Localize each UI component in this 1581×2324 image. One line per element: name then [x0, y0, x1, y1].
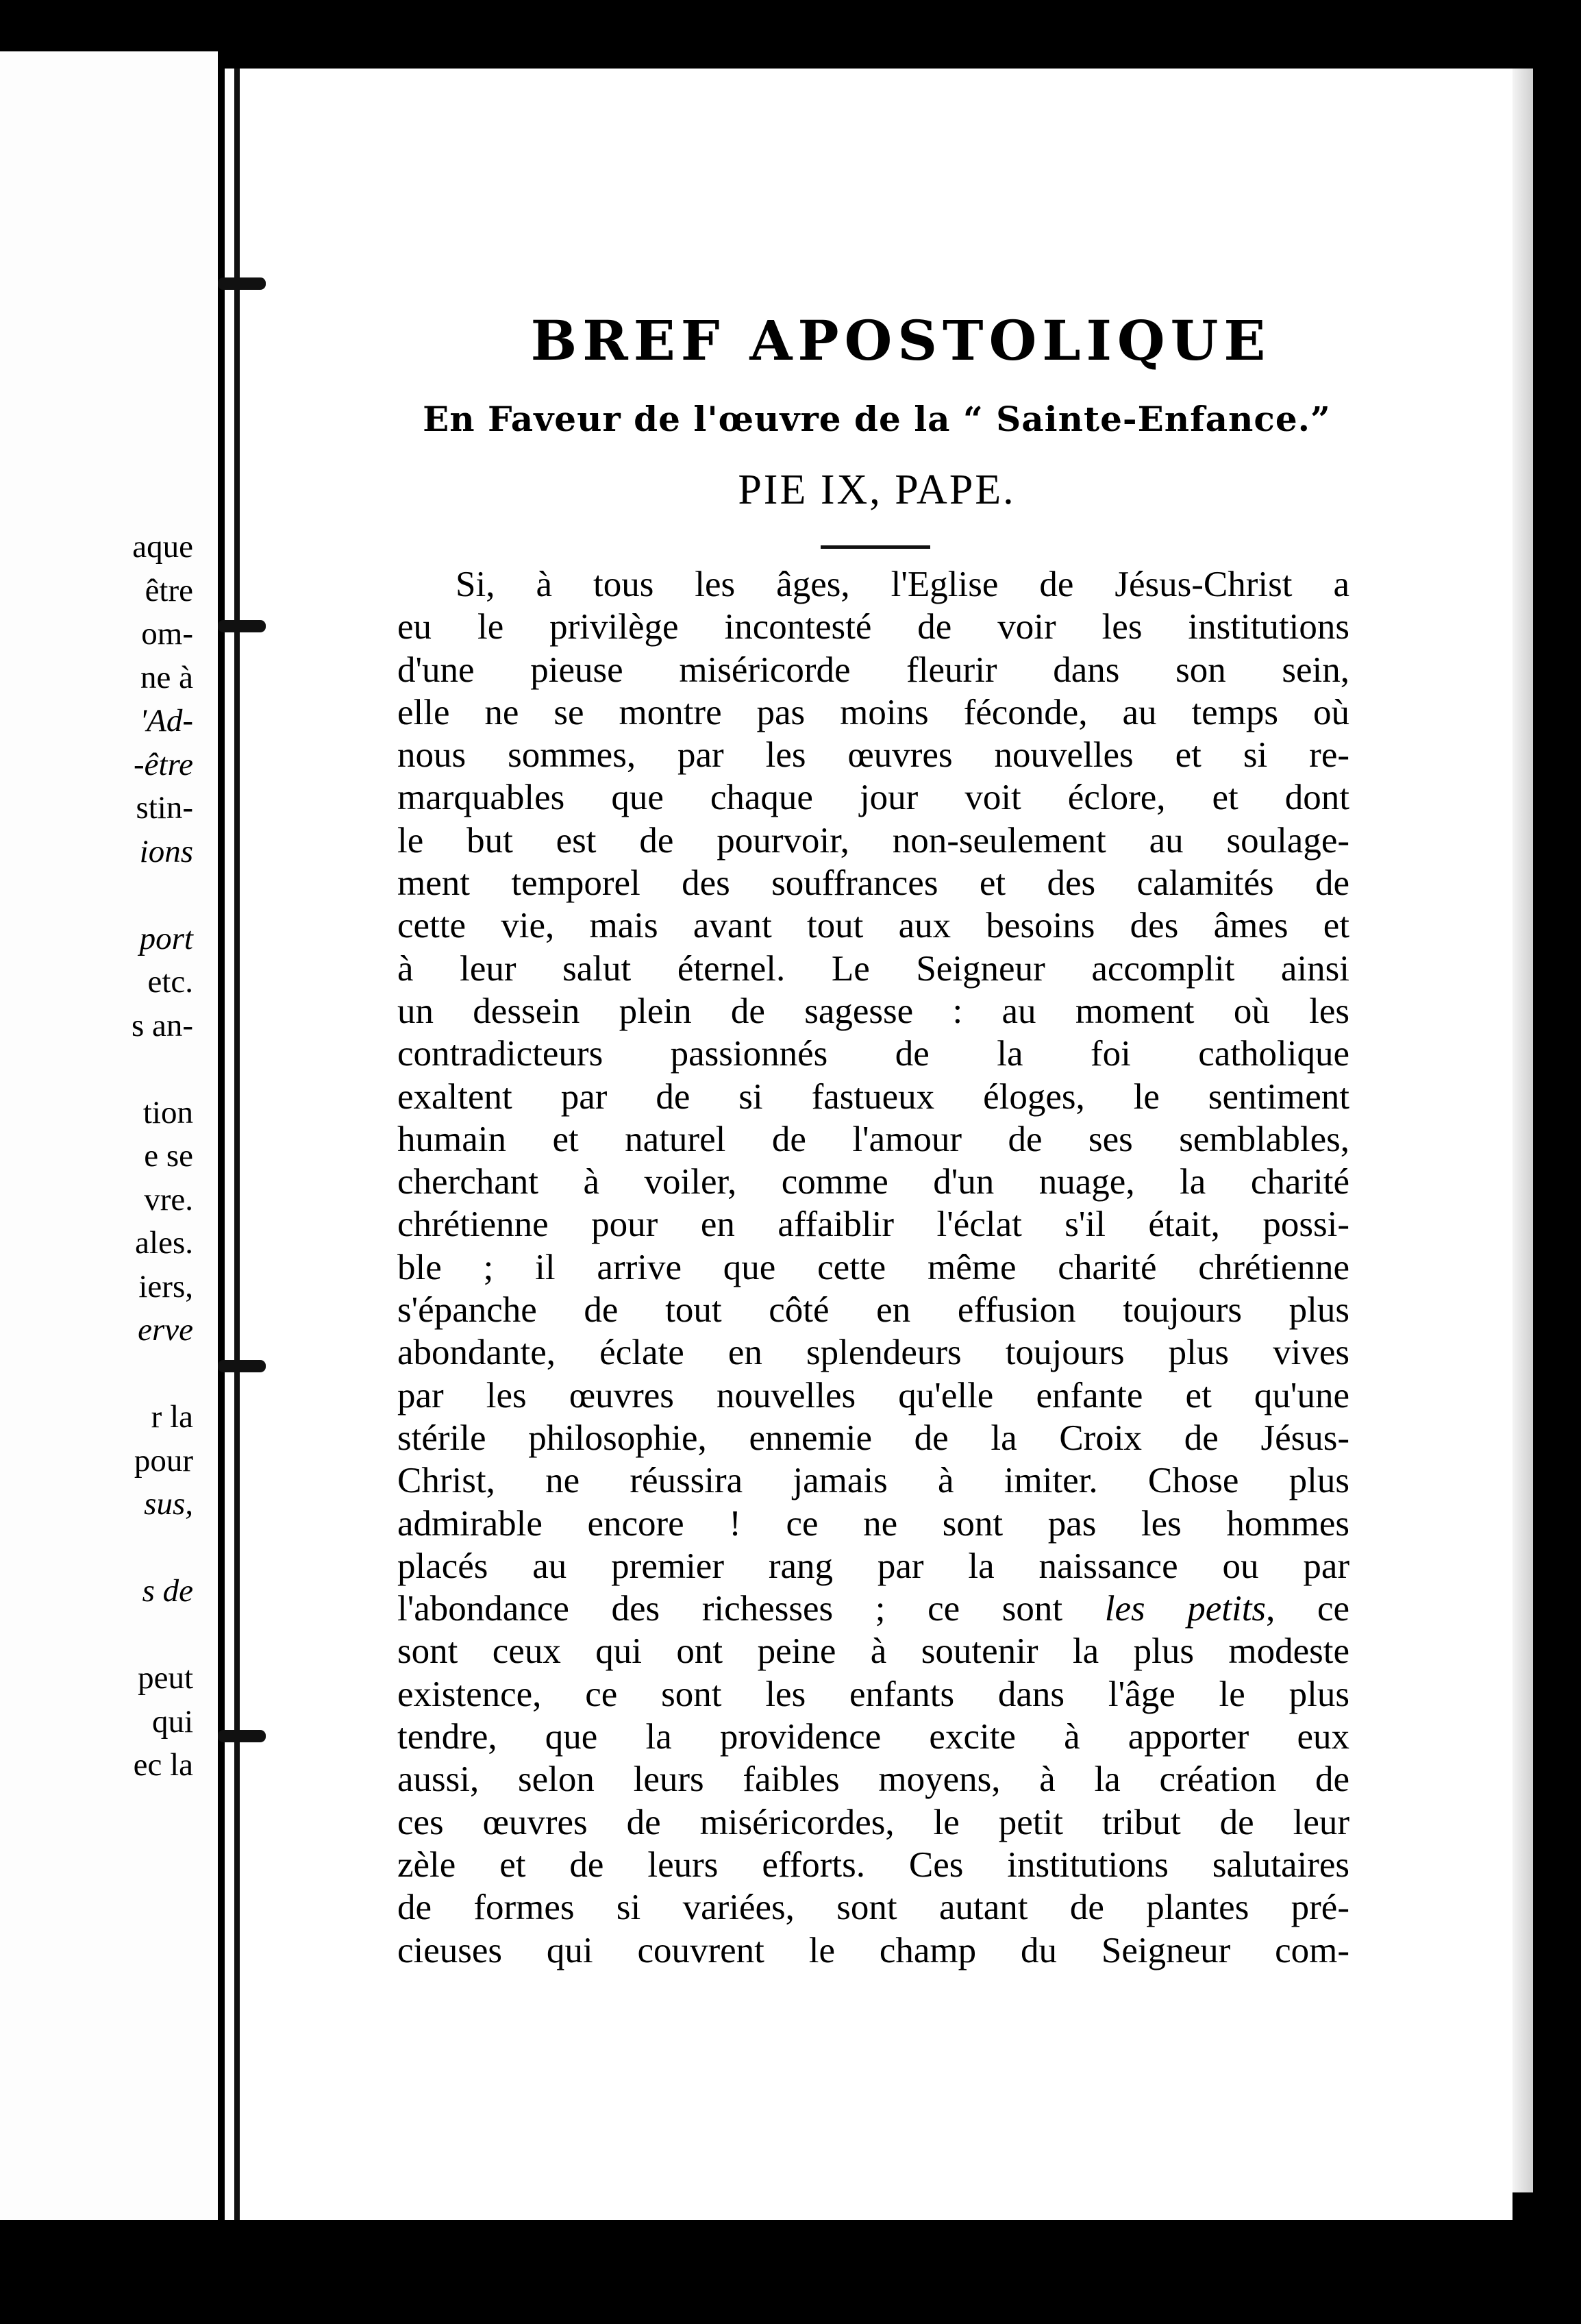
- body-line: Christ, ne réussira jamais à imiter. Chose plus: [397, 1461, 1349, 1501]
- previous-page-line: qui: [151, 1703, 193, 1740]
- previous-page-line: ions: [139, 833, 193, 869]
- previous-page-line: erve: [138, 1312, 193, 1348]
- previous-page-line: stin-: [136, 790, 193, 826]
- body-line: un dessein plein de sagesse : au moment où les: [397, 991, 1349, 1031]
- body-line: de formes si variées, sont autant de plantes pré-: [397, 1888, 1349, 1928]
- body-line: nous sommes, par les œuvres nouvelles et si re-: [397, 735, 1349, 776]
- previous-page-line: s an-: [131, 1007, 193, 1043]
- body-line: contradicteurs passionnés de la foi catholique: [397, 1034, 1349, 1074]
- body-line: placés au premier rang par la naissance ou par: [397, 1546, 1349, 1586]
- previous-page-line: ec la: [133, 1747, 193, 1783]
- body-line: cieuses qui couvrent le champ du Seigneur com-: [397, 1930, 1349, 1970]
- body-line: exaltent par de si fastueux éloges, le sentiment: [397, 1076, 1349, 1117]
- document-subtitle: En Faveur de l'œuvre de la “ Sainte-Enfance.”: [423, 399, 1331, 439]
- body-line: ble ; il arrive que cette même charité chrétienne: [397, 1247, 1349, 1287]
- previous-page-line: sus,: [144, 1486, 193, 1522]
- body-line: d'une pieuse miséricorde fleurir dans son sein,: [397, 650, 1349, 690]
- title-rule: [821, 545, 930, 549]
- document-author: PIE IX, PAPE.: [738, 467, 1016, 513]
- previous-page-line: r la: [151, 1399, 193, 1435]
- previous-page-line: pour: [134, 1442, 193, 1479]
- body-line: stérile philosophie, ennemie de la Croix de Jésus-: [397, 1418, 1349, 1458]
- previous-page-line: aque: [132, 529, 193, 565]
- body-line: s'épanche de tout côté en effusion toujours plus: [397, 1290, 1349, 1331]
- previous-page-line: iers,: [138, 1268, 193, 1305]
- body-line: humain et naturel de l'amour de ses semblables,: [397, 1119, 1349, 1159]
- body-line: eu le privilège incontesté de voir les institutions: [397, 607, 1349, 647]
- body-line: ces œuvres de miséricordes, le petit tribut de leur: [397, 1802, 1349, 1842]
- previous-page-line: [132, 1526, 193, 1570]
- body-line: par les œuvres nouvelles qu'elle enfante et qu'une: [397, 1375, 1349, 1416]
- previous-page-line: -être: [134, 746, 193, 782]
- binding-stitch: [218, 1730, 266, 1742]
- binding-stitch: [218, 277, 266, 290]
- body-line: marquables que chaque jour voit éclore, et dont: [397, 778, 1349, 818]
- body-line: le but est de pourvoir, non-seulement au soulage-: [397, 820, 1349, 861]
- body-line: sont ceux qui ont peine à soutenir la plus modeste: [397, 1631, 1349, 1672]
- body-line: elle ne se montre pas moins féconde, au temps où: [397, 692, 1349, 732]
- body-line: existence, ce sont les enfants dans l'âge le plus: [397, 1674, 1349, 1714]
- previous-page-line: port: [139, 920, 193, 956]
- body-text: [397, 563, 1349, 1972]
- previous-page-line: être: [145, 572, 193, 608]
- previous-page-line: peut: [138, 1660, 193, 1696]
- previous-page-line: etc.: [147, 964, 193, 1000]
- emphasis: les petits: [1104, 1589, 1267, 1629]
- previous-page: [0, 51, 218, 2220]
- previous-page-line: e se: [144, 1138, 193, 1174]
- previous-page-line: vre.: [144, 1181, 193, 1217]
- body-line: l'abondance des richesses ; ce sont les petits, ce: [397, 1589, 1349, 1629]
- body-line: tendre, que la providence excite à apporter eux: [397, 1717, 1349, 1757]
- previous-page-line: 'Ad-: [140, 703, 193, 739]
- body-line: à leur salut éternel. Le Seigneur accomplit ainsi: [397, 948, 1349, 989]
- binding-gutter: [234, 69, 240, 2220]
- previous-page-line: s de: [142, 1573, 193, 1609]
- previous-page-line: tion: [142, 1094, 193, 1130]
- body-line: cette vie, mais avant tout aux besoins des âmes et: [397, 906, 1349, 946]
- body-line: abondante, éclate en splendeurs toujours plus vives: [397, 1333, 1349, 1373]
- previous-page-line: ales.: [135, 1225, 193, 1261]
- previous-page-line: [132, 1352, 193, 1396]
- binding-stitch: [218, 620, 266, 632]
- body-line: chrétienne pour en affaiblir l'éclat s'il était, possi-: [397, 1204, 1349, 1245]
- previous-page-line: om-: [141, 616, 193, 652]
- previous-page-text: [132, 526, 193, 1788]
- document-title: BREF APOSTOLIQUE: [530, 308, 1271, 373]
- body-line: zèle et de leurs efforts. Ces institutions salutaires: [397, 1844, 1349, 1885]
- previous-page-line: [132, 1048, 193, 1091]
- body-line: cherchant à voiler, comme d'un nuage, la charité: [397, 1162, 1349, 1202]
- body-line: admirable encore ! ce ne sont pas les hommes: [397, 1503, 1349, 1544]
- previous-page-line: ne à: [140, 659, 193, 695]
- body-line: aussi, selon leurs faibles moyens, à la création de: [397, 1759, 1349, 1800]
- body-line: ment temporel des souffrances et des calamités de: [397, 863, 1349, 904]
- previous-page-line: [132, 1614, 193, 1657]
- binding-stitch: [218, 1360, 266, 1372]
- body-line: Si, à tous les âges, l'Eglise de Jésus-Christ a: [456, 565, 1349, 604]
- previous-page-line: [132, 874, 193, 917]
- page-edge: [1512, 69, 1533, 2192]
